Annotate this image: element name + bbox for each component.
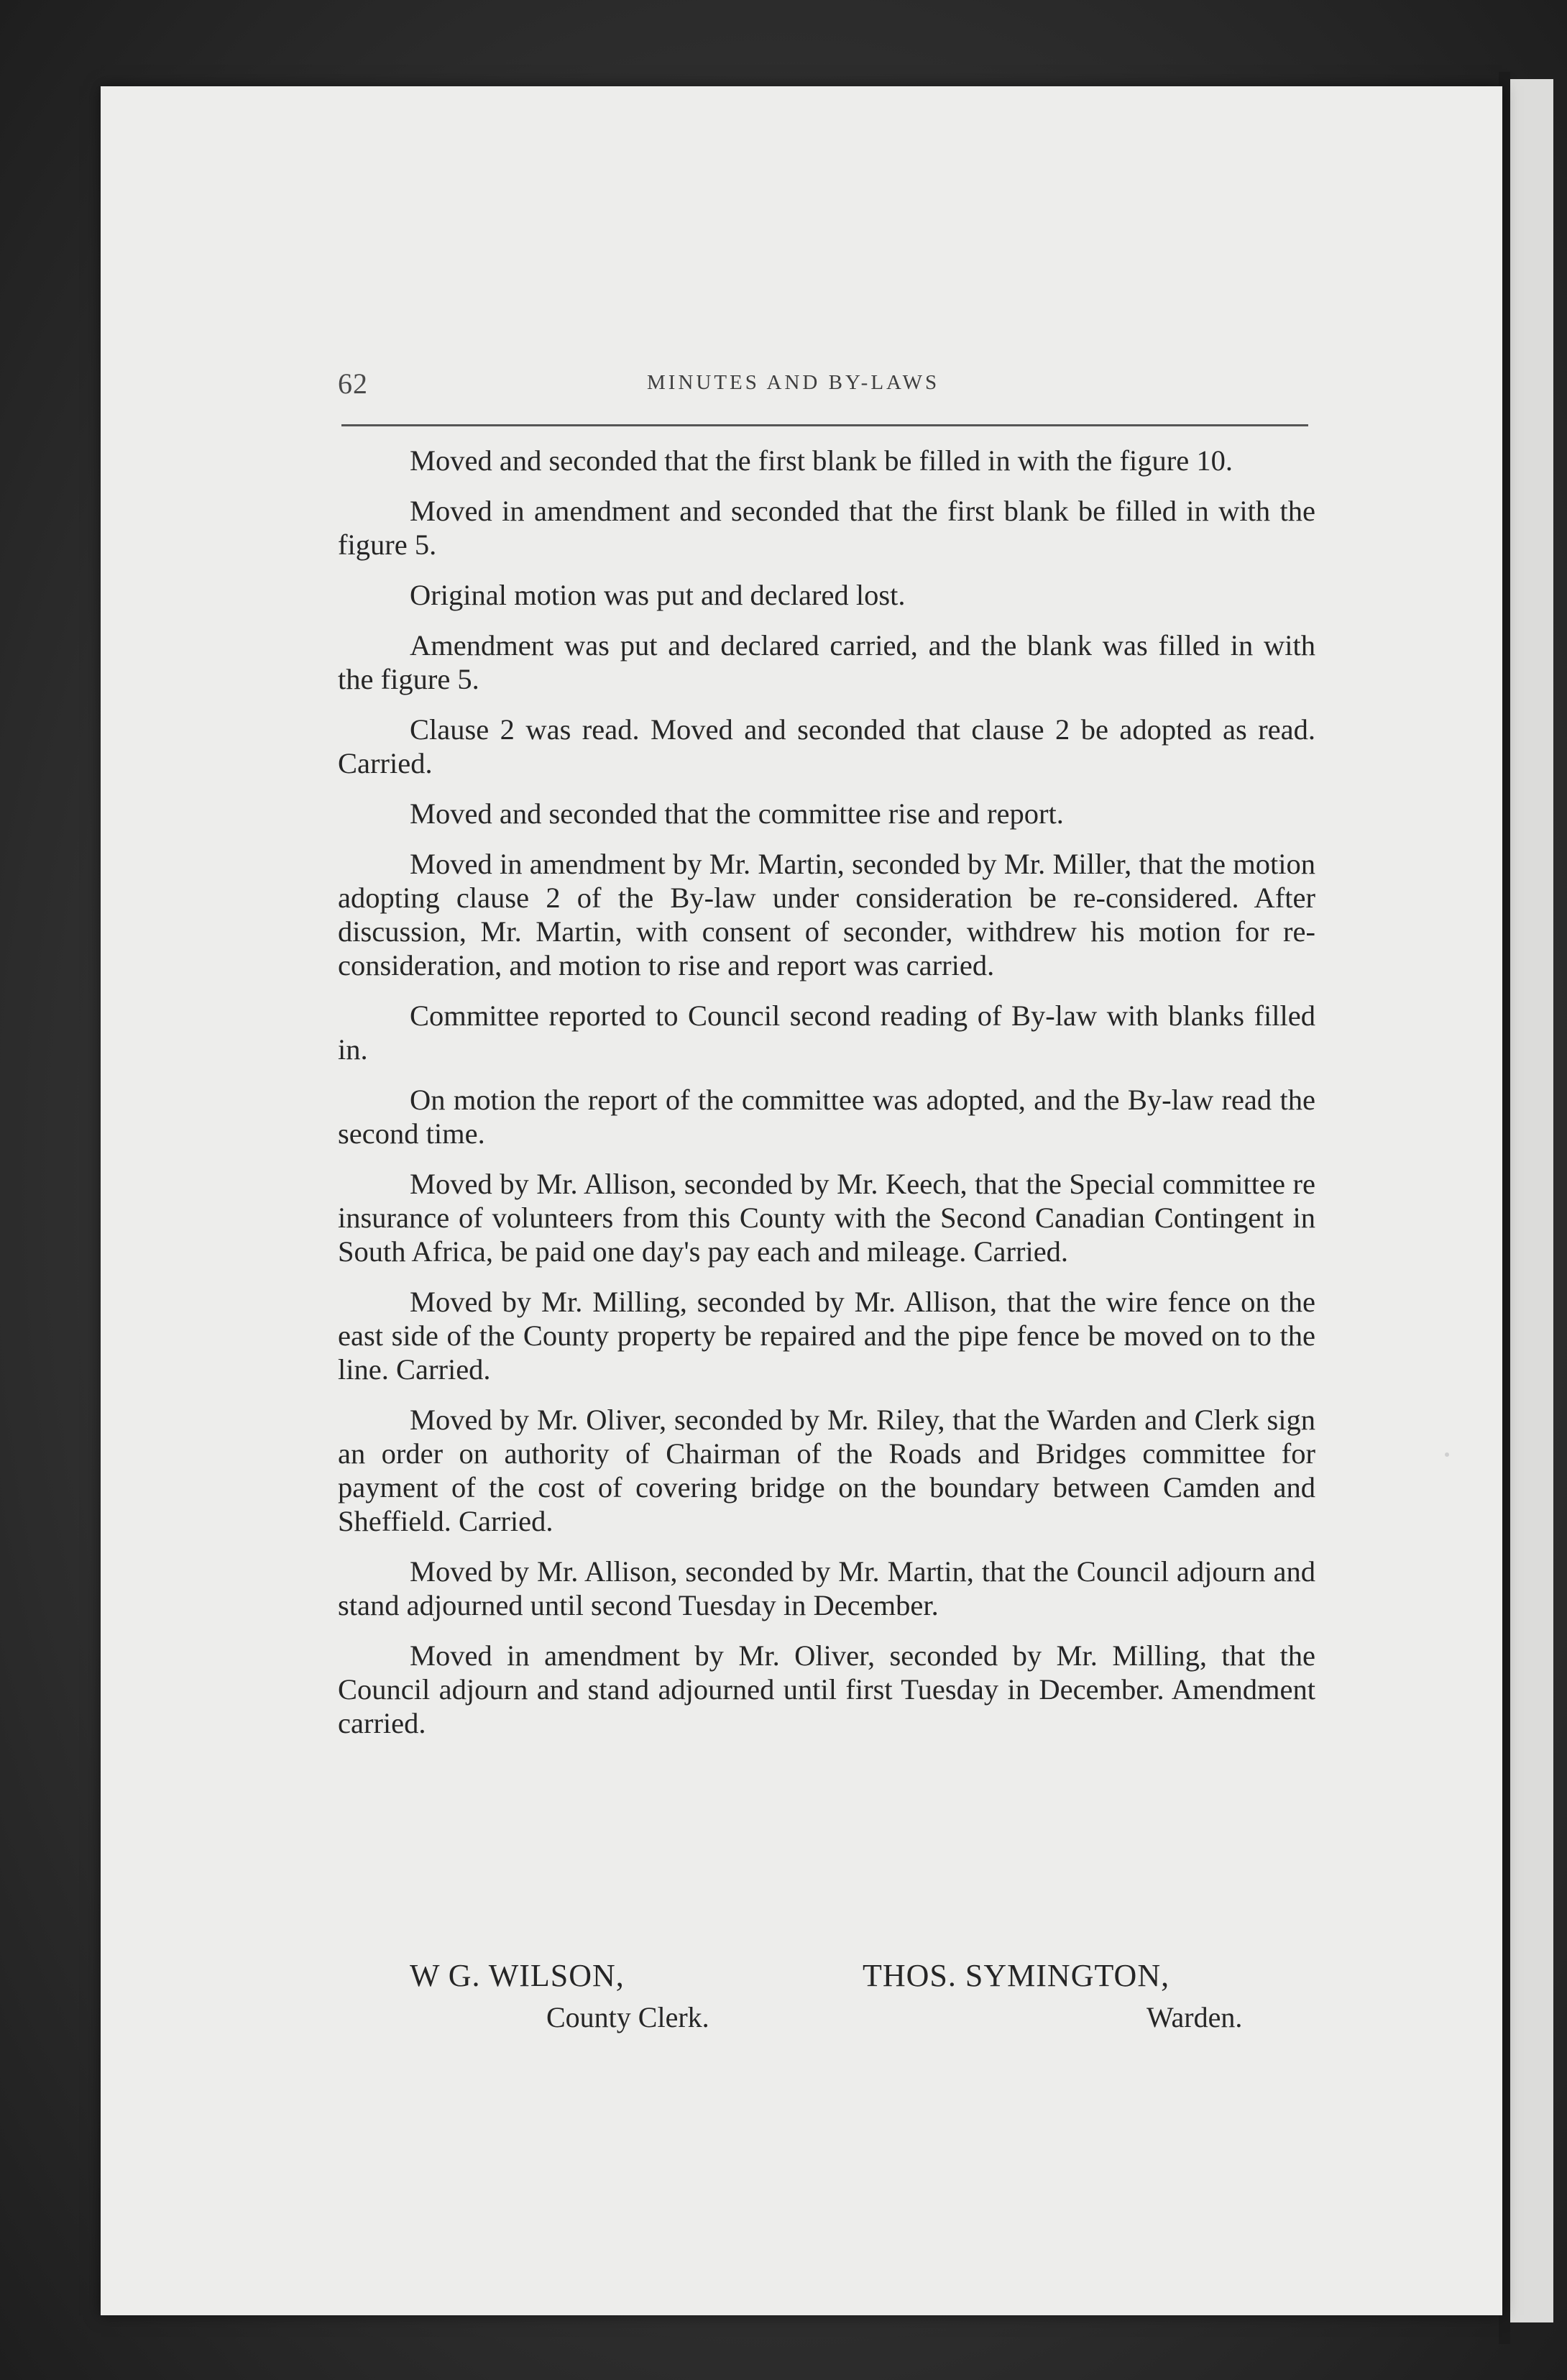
clerk-name: W G. WILSON, xyxy=(410,1958,625,1993)
paragraph: Original motion was put and declared lost. xyxy=(410,579,906,611)
warden-name: THOS. SYMINGTON, xyxy=(863,1958,1170,1993)
paragraph: Moved by Mr. Oliver, seconded by Mr. Riley, that the Warden and Clerk sign an order on authority of Chairman of the Roads and Bridges committee for payment of the cost of covering bridge on the boundary between Camden and Sheffield. Carried. xyxy=(338,1404,1315,1537)
paper-speck xyxy=(1445,1452,1449,1457)
paragraph: Moved by Mr. Allison, seconded by Mr. Keech, that the Special committee re insurance of volunteers from this County with the Second Canadian Contingent in South Africa, be paid one day's pay each and mileage. Carried. xyxy=(338,1168,1315,1268)
page-header xyxy=(338,367,1308,410)
clerk-title: County Clerk. xyxy=(546,2001,709,2033)
header-rule xyxy=(341,424,1308,426)
paragraph: Moved in amendment and seconded that the first blank be filled in with the figure 5. xyxy=(338,495,1315,561)
warden-title: Warden. xyxy=(1146,2001,1243,2033)
paragraph: Moved in amendment by Mr. Oliver, seconded by Mr. Milling, that the Council adjourn and stand adjourned until first Tuesday in December. Amendment carried. xyxy=(338,1639,1315,1739)
paragraph: Committee reported to Council second reading of By-law with blanks filled in. xyxy=(338,999,1315,1066)
paragraph: Moved and seconded that the committee rise and report. xyxy=(410,797,1064,830)
paragraph: On motion the report of the committee was adopted, and the By-law read the second time. xyxy=(338,1084,1315,1150)
paragraph: Moved and seconded that the first blank be filled in with the figure 10. xyxy=(410,444,1233,477)
paragraph: Clause 2 was read. Moved and seconded that clause 2 be adopted as read. Carried. xyxy=(338,713,1315,779)
running-head: MINUTES AND BY-LAWS xyxy=(647,371,940,394)
signature-block xyxy=(338,1957,1315,2043)
paragraph: Moved by Mr. Allison, seconded by Mr. Martin, that the Council adjourn and stand adjourned until second Tuesday in December. xyxy=(338,1555,1315,1621)
paragraph: Moved by Mr. Milling, seconded by Mr. Allison, that the wire fence on the east side of the County property be repaired and the pipe fence be moved on to the line. Carried. xyxy=(338,1286,1315,1386)
page-number: 62 xyxy=(338,367,368,400)
facing-page-edge xyxy=(1510,79,1553,2322)
paragraph: Moved in amendment by Mr. Martin, seconded by Mr. Miller, that the motion adopting clause 2 of the By-law under consideration be re-considered. After discussion, Mr. Martin, with consent of seconder, withdrew his motion for re-consideration, and motion to rise and report was carried. xyxy=(338,848,1315,981)
minutes-body xyxy=(338,444,1315,1757)
paragraph: Amendment was put and declared carried, and the blank was filled in with the figure 5. xyxy=(338,629,1315,695)
